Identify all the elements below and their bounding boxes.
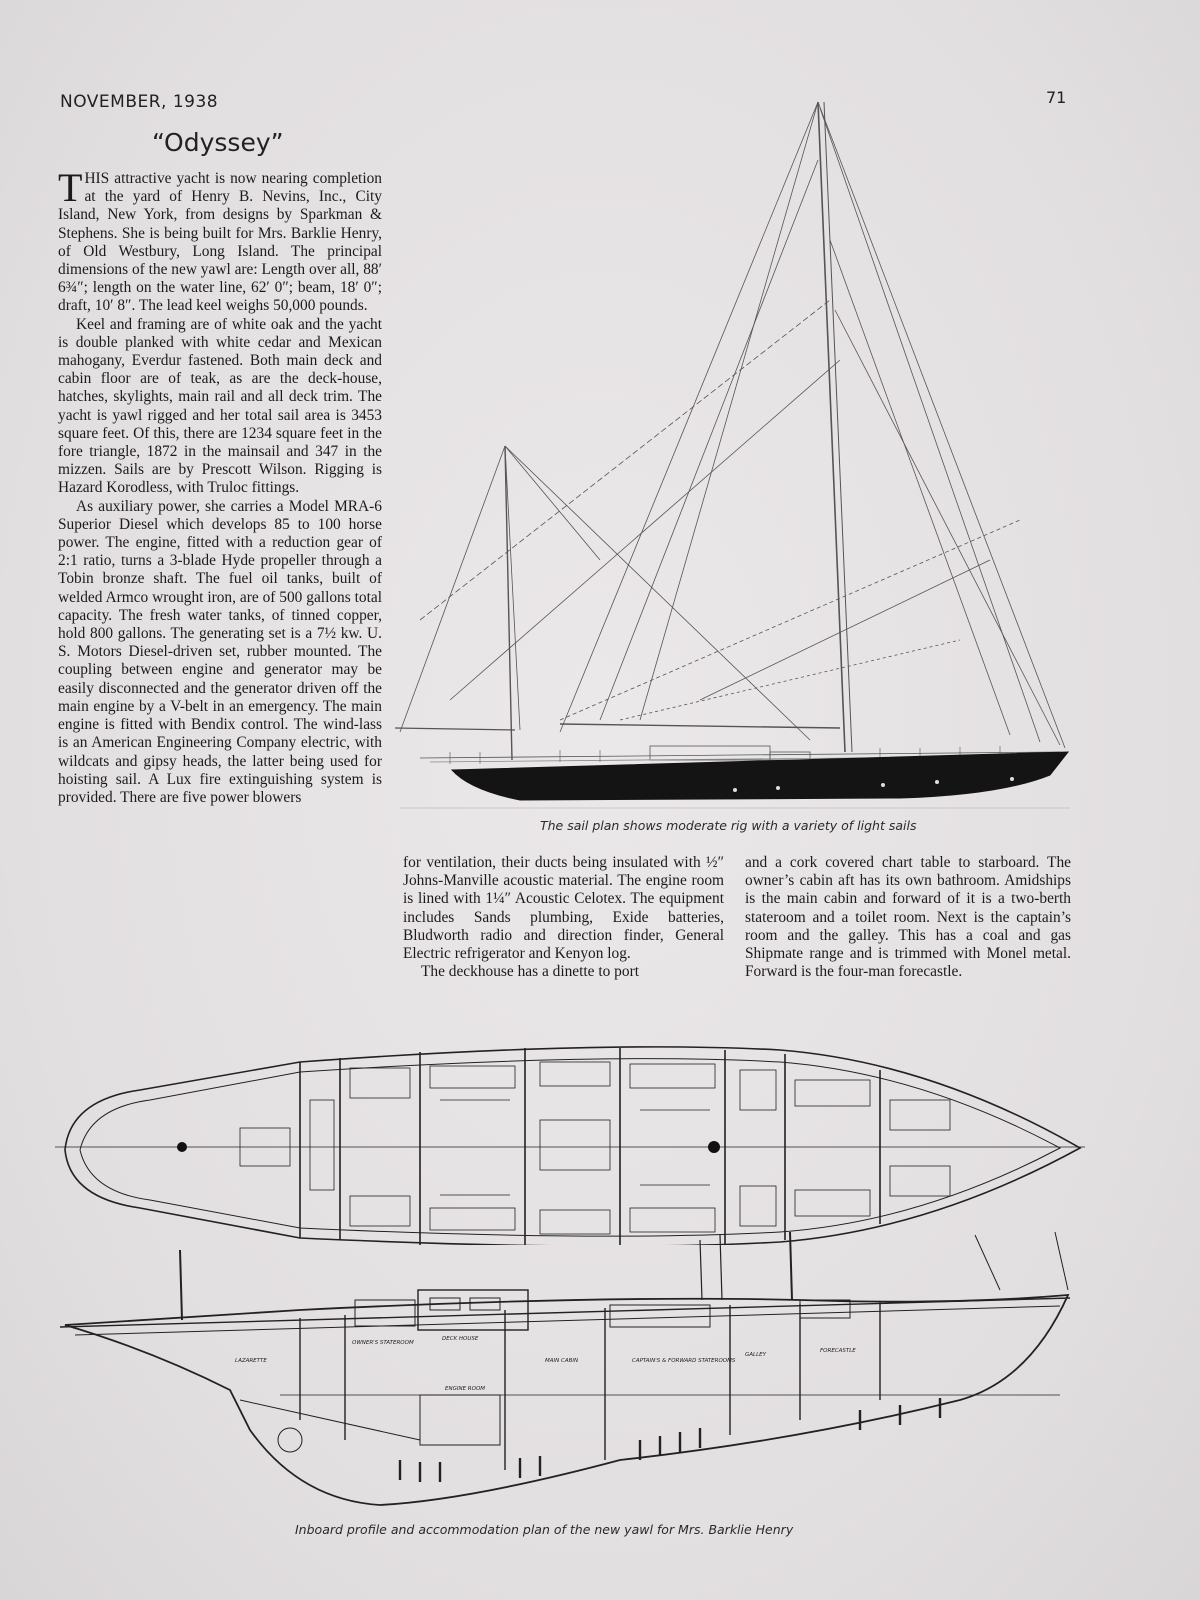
paragraph-4: for ventilation, their ducts being insulated with ½″ Johns-Manville acoustic material. The engine room is lined with 1¼″ Acoustic Celotex. The equipment includes Sands plumbing, Exide batteries, Bludworth radio and direction finder, General Electric refrigerator and Kenyon log. — [403, 854, 724, 963]
label-main-cabin: MAIN CABIN — [545, 1358, 579, 1364]
paragraph-1: THIS attractive yacht is now nearing completion at the yard of Henry B. Nevins, Inc., City Island, New York, from designs by Sparkman & Stephens. She is being built for Mrs. Barklie Henry, of Old Westbury, Long Island. The principal dimensions of the new yawl are: Length over all, 88′ 6¾″; length on the water line, 62′ 0″; beam, 18′ 0″; draft, 10′ 8″. The lead keel weighs 50,000 pounds. — [58, 165, 382, 315]
paragraph-3: As auxiliary power, she carries a Model MRA-6 Superior Diesel which develops 85 to 100 horse power. The engine, fitted with a reduction gear of 2:1 ratio, turns a 3-blade Hyde propeller through a Tobin bronze shaft. The fuel oil tanks, built of welded Armco wrought iron, are of 500 gallons total capacity. The fresh water tanks, of tinned copper, hold 800 gallons. The generating set is a 7½ kw. U. S. Motors Diesel-driven set, rubber mounted. The coupling between engine and generator may be easily disconnected and the generator driven off the main engine by a V-belt in an emergency. The main engine is fitted with Bendix control. The wind-lass is an American Engineering Company electric, with wildcats and gipsy heads, the latter being used for hoisting sail. A Lux fire extinguishing system is provided. There are five power blowers — [58, 497, 382, 806]
text-column-3 — [745, 854, 1071, 981]
article-title: “Odyssey” — [152, 128, 284, 157]
issue-date: NOVEMBER, 1938 — [60, 92, 219, 112]
inboard-profile-drawing — [55, 1225, 1095, 1515]
accommodation-plan-drawing — [55, 1045, 1095, 1245]
label-lazarette: LAZARETTE — [235, 1358, 267, 1364]
sail-plan-drawing — [395, 95, 1075, 815]
drop-cap: T — [58, 165, 83, 210]
label-captains-stateroom: CAPTAIN'S & FORWARD STATEROOMS — [632, 1358, 736, 1364]
text-column-2 — [403, 854, 724, 981]
paragraph-6: and a cork covered chart table to starboard. The owner’s cabin aft has its own bathroom. Amidships is the main cabin and forward of it is a two-berth stateroom and a toilet room. Next is the captain’s room and the galley. This has a coal and gas Shipmate range and is trimmed with Monel metal. Forward is the four-man forecastle. — [745, 854, 1071, 981]
label-galley: GALLEY — [745, 1352, 766, 1358]
label-engine-room: ENGINE ROOM — [445, 1386, 486, 1392]
sail-plan-caption: The sail plan shows moderate rig with a variety of light sails — [540, 818, 917, 833]
label-owners-stateroom: OWNER'S STATEROOM — [352, 1340, 414, 1346]
page-number: 71 — [1046, 88, 1067, 107]
label-deck-house: DECK HOUSE — [442, 1336, 479, 1342]
text-column-1 — [58, 165, 382, 807]
paragraph-5: The deckhouse has a dinette to port — [421, 963, 639, 981]
plan-caption: Inboard profile and accommodation plan of the new yawl for Mrs. Barklie Henry — [295, 1522, 794, 1537]
paragraph-2: Keel and framing are of white oak and the yacht is double planked with white cedar and Mexican mahogany, Everdur fastened. Both main deck and cabin floor are of teak, as are the deck-house, hatches, skylights, main rail and all deck trim. The yacht is yawl rigged and her total sail area is 3453 square feet. Of this, there are 1234 square feet in the fore triangle, 1872 in the mainsail and 347 in the mizzen. Sails are by Prescott Wilson. Rigging is Hazard Korodless, with Truloc fittings. — [58, 315, 382, 497]
label-forecastle: FORECASTLE — [820, 1348, 856, 1354]
